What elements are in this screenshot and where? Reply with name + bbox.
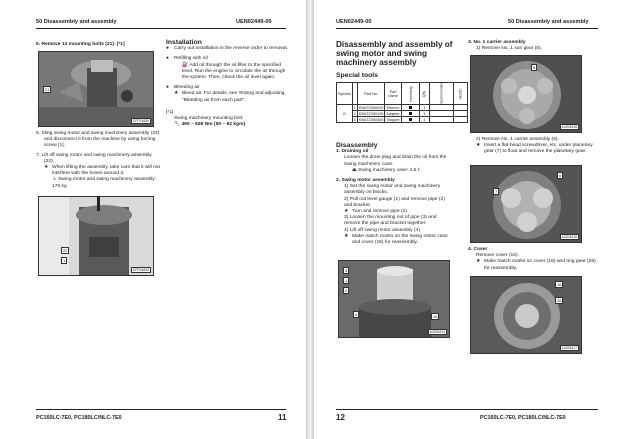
special-tools-title: Special tools — [336, 71, 378, 79]
photo-id-label: CFP14840 — [132, 268, 149, 272]
torque-wrench-icon: 🔧 — [174, 122, 182, 128]
step-3-2-note — [468, 143, 600, 155]
photo-mounting-bolts-drawing — [39, 52, 154, 127]
step-3-1: 1) Remove No. 1 sun gear (5). — [476, 46, 543, 52]
table-cell: 1 — [420, 117, 429, 123]
table-header-cell: Part No. — [357, 83, 385, 105]
table-header-cell-text: Sketch — [458, 88, 463, 99]
table-cell: KBATZ030190 — [358, 111, 384, 116]
bullet-icon: ● — [166, 46, 169, 52]
installation-item-2-text: Add oil through the oil filler to the specified level. Run the engine to circulate the oil through the system. Then, check the oil level again. — [182, 62, 286, 81]
table-cell — [453, 117, 467, 123]
right-page — [314, 0, 620, 439]
callout-1: 1 — [63, 258, 66, 263]
caution-star-icon: ★ — [344, 233, 349, 239]
step-4-block — [468, 247, 600, 272]
left-column-steps — [36, 131, 160, 190]
photo-id-label: AJZ06416 — [561, 235, 577, 239]
header-section-title: 50 Disassembly and assembly — [36, 19, 117, 25]
page-number: 12 — [336, 413, 345, 422]
table-header-cell — [401, 83, 420, 105]
page-number: 11 — [278, 413, 287, 422]
installation-item-3 — [166, 91, 290, 103]
header-section-title: 50 Disassembly and assembly — [508, 19, 589, 25]
installation-item-3-text: Bleed air. For details, see Testing and adjusting, "Bleeding air from each part". — [182, 91, 286, 103]
step-3-2: 2) Remove No. 1 carrier assembly (6). — [476, 137, 559, 142]
step-3-title: 3. No. 1 carrier assembly — [468, 40, 526, 45]
installation-item-3-title-text: Bleeding air — [174, 85, 200, 91]
table-cell — [429, 117, 453, 123]
photo-swing-motor — [338, 260, 450, 338]
table-header-cell: Symbol — [337, 83, 353, 105]
step-2-4: 4) Lift off swing motor assembly (4). — [344, 227, 422, 233]
torque-label: Swing machinery mounting bolt: — [174, 116, 244, 122]
step-3-2-block — [468, 137, 600, 156]
right-left-column — [336, 40, 454, 79]
step-2-1: 1) Set the swing motor and swing machinery assembly on blocks. — [344, 184, 441, 196]
left-column — [36, 42, 160, 48]
table-cell: 1 — [420, 111, 429, 117]
installation-title: Installation — [166, 39, 202, 46]
caution-star-icon: ★ — [174, 91, 179, 97]
step-4-text: Remove cover (16). — [476, 253, 519, 259]
table-cell: Adapter — [386, 111, 400, 116]
callout-16: 16 — [433, 314, 438, 319]
photo-id-label: AJZ06414 — [429, 330, 445, 334]
step-7-note-text: When lifting the assembly, take care that it will not interfere with the hoses around it. — [52, 165, 160, 177]
step-1-text: Loosen the drain plug and drain the oil from the swing machinery case. — [344, 155, 447, 167]
step-3-2-note-text: Insert a flat-head screwdriver, etc. under planetary gear (7) to float and remove the planetary gear. — [484, 143, 593, 155]
table-cell: Stopper — [386, 117, 400, 122]
required-square-icon — [409, 112, 412, 115]
required-square-icon — [409, 118, 412, 121]
header-doc-code: UEN02449-00 — [236, 19, 272, 25]
footer-model: PC160LC-7E0, PC180LC/NLC-7E0 — [36, 415, 122, 421]
step-1-title: 1. Draining oil — [336, 149, 369, 155]
disassembly-column — [336, 143, 454, 246]
table-cell: 2 — [353, 111, 356, 116]
header-doc-code: UEN02449-00 — [336, 19, 372, 25]
footer-rule — [336, 409, 598, 410]
photo-carrier-drawing — [471, 166, 582, 243]
table-cell: Wrench — [386, 105, 400, 110]
torque-value-text: 490 – 608 Nm {50 – 62 kgm} — [181, 122, 246, 128]
table-row — [337, 117, 468, 123]
table-header-cell — [453, 83, 467, 105]
header-rule — [36, 28, 286, 29]
photo-id-label: AJZ06417 — [561, 346, 577, 350]
required-square-icon — [409, 106, 412, 109]
weight-icon: ⏚ — [52, 177, 59, 183]
oil-can-icon: ⛽ — [182, 62, 190, 68]
photo-carrier — [470, 165, 582, 243]
step-5: 5. Remove 13 mounting bolts (21). [*1] — [36, 42, 125, 47]
table-cell: 1 — [353, 105, 356, 110]
installation-column — [166, 40, 290, 128]
oil-pan-icon: ⏏ — [352, 167, 358, 173]
step-4-title: 4. Cover — [468, 247, 488, 252]
special-tools-table — [336, 82, 468, 123]
callout-2: 2 — [345, 288, 348, 293]
photo-sun-gear-drawing — [471, 56, 582, 133]
step-7-weight-text: Swing motor and swing machinery assembly: 170 kg — [52, 177, 157, 189]
photo-cover-drawing — [471, 277, 582, 354]
right-right-column — [468, 40, 600, 52]
step-2-2-note-text: Turn and remove pipe (2). — [352, 209, 409, 215]
caution-star-icon: ★ — [476, 259, 481, 265]
installation-item-1-text: Carry out installation in the reverse order to removal. — [174, 46, 288, 52]
torque-value — [166, 122, 290, 128]
table-header-cell: Part name — [385, 83, 401, 105]
callout-4: 4 — [355, 312, 358, 317]
step-4-note-text: Make match marks on cover (16) and ring gear (26) for reassembly. — [484, 259, 596, 271]
bullet-icon: ● — [166, 56, 169, 62]
installation-item-1 — [166, 46, 290, 52]
step-7: 7. Lift off swing motor and swing machinery assembly (22). — [36, 152, 152, 164]
callout-1: 1 — [345, 278, 348, 283]
photo-lift-off-drawing — [39, 197, 154, 276]
step-2-2: 2) Pull out level gauge (1) and remove pipe (2) and bracket. — [344, 196, 445, 208]
step-6: 6. Sling swing motor and swing machinery assembly (22) and disconnect it from the machine by using forcing screw [1]. — [36, 131, 160, 149]
photo-lift-off — [38, 196, 154, 276]
table-cell-symbol: G — [337, 105, 353, 123]
table-header-row — [337, 83, 468, 105]
table-cell: 3 — [353, 117, 356, 122]
footer-model: PC160LC-7E0, PC180LC/NLC-7E0 — [480, 415, 566, 421]
table-cell: KBATZ060000 — [358, 105, 384, 110]
caution-star-icon: ★ — [44, 165, 49, 171]
callout-21: 21 — [45, 87, 50, 92]
step-2-title: 2. Swing motor assembly — [336, 178, 395, 184]
caution-star-icon: ★ — [344, 209, 349, 215]
callout-5: 5 — [533, 65, 536, 70]
table-header-cell-text: Necessity — [408, 85, 413, 102]
table-cell-necessity — [401, 117, 420, 123]
disassembly-title: Disassembly — [336, 142, 378, 149]
callout-22: 22 — [63, 248, 68, 253]
step-2-4-note — [336, 234, 454, 246]
callout-26: 26 — [557, 298, 562, 303]
header-rule — [336, 28, 598, 29]
step-4-note — [468, 259, 600, 271]
step-7-weight — [36, 177, 160, 189]
photo-id-label: AJZ06415 — [561, 125, 577, 129]
photo-id-label: CFP14839 — [132, 119, 149, 123]
photo-cover — [470, 276, 582, 354]
bullet-icon: ● — [166, 85, 169, 91]
step-7-note — [36, 165, 160, 177]
installation-item-2 — [166, 63, 290, 82]
left-page — [0, 0, 306, 439]
installation-item-2-title-text: Refilling with oil — [174, 56, 208, 62]
page-title: Disassembly and assembly of swing motor and swing machinery assembly — [336, 40, 453, 68]
footer-rule — [36, 409, 286, 410]
table-cell: 1 — [420, 105, 429, 111]
step-2-3: 3) Loosen the mounting nut of pipe (3) and remove the pipe and bracket together. — [344, 215, 437, 227]
callout-16: 16 — [557, 282, 562, 287]
table-header-cell-text: New/remodel — [439, 82, 444, 105]
photo-swing-motor-drawing — [339, 261, 450, 338]
book-gutter — [306, 0, 314, 439]
reference-mark: [*1] — [166, 109, 174, 115]
photo-sun-gear — [470, 55, 582, 133]
table-header-cell — [429, 83, 453, 105]
table-header-cell-text: Q'ty — [422, 90, 427, 97]
table-cell: KBATZ060400 — [358, 117, 384, 122]
step-2-4-note-text: Make match marks on the swing motor case and cover (16) for reassembly. — [352, 233, 448, 246]
photo-mounting-bolts — [38, 51, 154, 127]
callout-3: 3 — [345, 268, 348, 273]
table-header-cell — [420, 83, 429, 105]
callout-7: 7 — [495, 189, 498, 194]
callout-6: 6 — [559, 173, 562, 178]
step-1-capacity-text: Swing machinery case: 4.5 ℓ — [357, 167, 420, 173]
caution-star-icon: ★ — [476, 143, 481, 149]
